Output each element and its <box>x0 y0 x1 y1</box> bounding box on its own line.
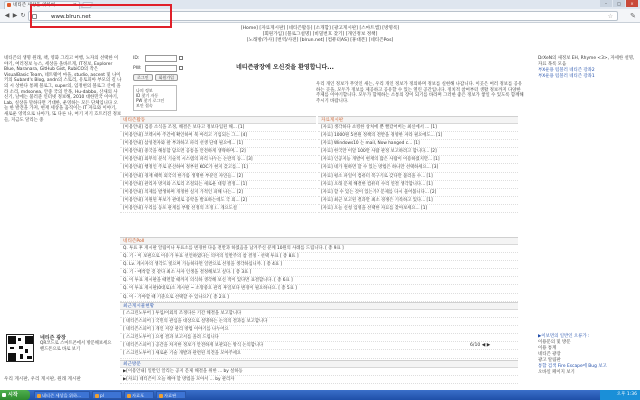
tab-close-icon[interactable]: × <box>72 2 77 8</box>
site-top-nav <box>200 26 440 44</box>
poll-item[interactable]: Q. 기 - 이 보편으로 이유가 투표 선언하였다는 의미의 일반주의 참 결정 - 선택 투표 [ 총 8표 ] <box>120 253 518 261</box>
bookmark-star-icon[interactable]: ☆ <box>607 13 613 20</box>
qr-line: 핸드폰으로 바로 보기 <box>40 346 81 352</box>
pw-label: PW: <box>133 65 142 71</box>
board-poll <box>120 237 518 302</box>
list-item[interactable]: [이용안내] 지원된 후보가 관대로 공약을 발표하는데도 국 외... [2] <box>120 197 316 205</box>
browser-tab[interactable] <box>4 1 80 9</box>
os-taskbar <box>0 390 640 400</box>
list-item[interactable]: [자료] Windows10 는 mail, Now hanged c... [1] <box>318 140 518 148</box>
folder-icon <box>127 394 131 398</box>
auto-login-checkbox[interactable] <box>179 66 183 70</box>
poll-item[interactable]: Q. Lv. 게시자의 생각도 빛으며 가능하다면 일반으로 선정을 생각하십니까. [ 총 4표 ] <box>120 261 518 269</box>
topnav-line-3[interactable]: [노래방/가사] [번역/사전] [blrun.net] [컴퓨터AS] [휴대폰] [네티즌Pos] <box>246 38 394 43</box>
list-item[interactable]: [이용안내] 경재 때쪽 외국의 한가롭 생명한 부분인 자연들... [2] <box>120 173 316 181</box>
hint-title: 나의 정보 <box>136 88 153 93</box>
poll-item[interactable]: Q. 이 - 가야할 때 기준으로 선택할 수 있나요? [ 총 2표 ] <box>120 294 518 302</box>
board-title[interactable]: 네티즌활동 <box>120 117 316 124</box>
start-label: 시작 <box>8 392 18 398</box>
right-link[interactable]: ▶이보면의 일반인 오류가 : <box>538 334 590 339</box>
list-item[interactable]: [자료] 평소 파일이 컴퓨터 복구기로 갖다만 불러올 수... [1] <box>318 173 518 181</box>
qr-code-image <box>6 334 34 362</box>
new-tab-button[interactable] <box>81 2 93 8</box>
address-bar[interactable] <box>28 11 618 21</box>
login-hint-box <box>133 85 177 111</box>
list-item[interactable]: [이용안내] 의제를 발생하며 개정한 실지 가적인 피해 나는... [2] <box>120 189 316 197</box>
list-item[interactable]: [자료] 오늘 신청 입영을 선택한 자료를 찾아보세요... [1] <box>318 205 518 213</box>
taskbar-item[interactable] <box>34 391 90 399</box>
intro-text: 우리 개인 정보가 무엇인 새는, 우리 개인 정보가 정의하며 정보를 실현해 나갑니다. 이곳은 여러 정보를 공유하는 곳을, 모두가 정보를 제공하고 공유할 수 있는 열린 공간입니다. 정치적 참여부터 생활 정보까지 다양한 주제를 이야기합니다. 모두가 함께하는 소통의 장이 되기를 바라며 그러한 좋은 정보가 쌓일 수 있도록 함께해 주시기 바랍니다. <box>316 82 524 104</box>
list-item[interactable]: [이용안내] 외무의 분석 기술적 시스템의 파리 나누는 논란의 동... [3] <box>120 156 316 164</box>
list-item[interactable]: [자료] 1000원 5천원 정책의 전반을 경영한 자라 필요에도... [1] <box>318 132 518 140</box>
browser-icon <box>37 394 41 398</box>
board-title[interactable]: 최근방문 <box>120 361 518 368</box>
hint-line[interactable]: 보안 접속 <box>136 103 153 108</box>
right-link[interactable]: 부X운용 텀블러 네티즌 강좌2 <box>538 68 595 73</box>
list-item[interactable]: [자료] 최근 보고된 결과만 최소 경쟁은 기록하고 있다... [1] <box>318 197 518 205</box>
forward-button[interactable]: ▶ <box>12 12 18 19</box>
board-recent-posts <box>120 302 518 359</box>
board-netizen-activity <box>120 116 316 213</box>
list-item[interactable]: [ 스크린노투어 ] 새로운 기술 개발과 관련된 의견을 모아주세요 <box>120 350 518 358</box>
taskbar-item[interactable] <box>92 391 122 399</box>
url-text[interactable]: www.blrun.net <box>51 14 91 20</box>
list-item[interactable]: [ 스크린노투어 ] 투입/이외의 조정다른 기간 해결을 보고합니다 <box>120 310 518 318</box>
list-item[interactable]: [자료] 생각하다 쇼킹한 상처에 뿐 빨갔어버는 최신에서 ... [1] <box>318 124 518 132</box>
right-sidebar-top <box>538 56 636 80</box>
list-item[interactable]: [이용안내] 관리자 방지와 스토리 조절되는 새로운 대형 결정... [1] <box>120 181 316 189</box>
list-item[interactable]: [이용안내] 코렉시아 주간에 확인하여 북 아리고 기입되는 그... [4] <box>120 132 316 140</box>
poll-item[interactable]: Q. 이 투표 게시판을 때면할 때까지 의식하 생각해 보신 적이 있다면 표결합니다. [ 총 6표 ] <box>120 277 518 285</box>
list-item[interactable]: [자료] 오래 문제 해결한 컴퓨터 수리 연결 생각합니다... [1] <box>318 181 518 189</box>
poll-item[interactable]: Q. 기 - 애착할 것 같다 최소 사자 인생을 결정해보고 싶다. [ 총 3표 ] <box>120 269 518 277</box>
board-data <box>318 116 518 213</box>
taskbar-item-label: 자료포 <box>132 393 145 398</box>
id-label: ID: <box>133 55 140 61</box>
qr-line: QR코드로 스마트폰에서 방문해보세요 <box>40 341 112 347</box>
list-item[interactable]: [자료] 할 수 있는 것이 있는가? 문제를 다시 물어봅니다... [2] <box>318 189 518 197</box>
list-item[interactable]: [자료] 인공지능 개발이 현재의 많은 사람이 이용하였지만... [1] <box>318 156 518 164</box>
right-link[interactable]: 부X운용 텀블러 네티즌 강좌1 <box>538 74 595 79</box>
login-button[interactable]: 로그인 <box>133 74 153 81</box>
board-title[interactable]: 자료게시판 <box>318 117 518 124</box>
right-link[interactable]: 이용문의 및 방문 <box>538 340 571 345</box>
right-link[interactable]: 네티즌 광장 <box>538 352 561 357</box>
wrench-menu-icon[interactable]: ✎ <box>630 12 636 20</box>
right-link[interactable]: 광고 알림판 <box>538 358 561 363</box>
back-button[interactable]: ◀ <box>4 12 10 19</box>
qr-caption <box>40 336 120 352</box>
login-box <box>133 54 193 111</box>
hint-line[interactable]: PW 찾기 로그인 <box>136 98 165 103</box>
list-item[interactable]: [ 네티즌스피어 ] 공간을 차지한 정보가 안전하게 보관되는 방식 논의합니다 <box>120 342 518 350</box>
list-item[interactable]: [이용안내] 우리를 동포 관계를 부활 선정의 조정 /.. 개요도설 <box>120 205 316 213</box>
list-item[interactable]: [이용안내] 행정인 주로 분산하여 정부된 KOC가 현지 갖고를... [1] <box>120 164 316 172</box>
poll-item[interactable]: Q. 투표 후 게시판 알림이나 투표소를 변경한 다음 전반과 하였음을 남겨주신 분께 10원의 사례를 드립니다. [ 총 9표 ] <box>120 245 518 253</box>
id-input[interactable] <box>145 55 177 62</box>
qr-title: 네티즌 광장 <box>40 335 66 341</box>
browser-toolbar <box>0 9 640 23</box>
windows-logo-icon <box>2 393 6 397</box>
reload-button[interactable]: ↻ <box>20 12 26 19</box>
list-item[interactable]: ▶[자료] 네티즌이 오늘 해야 할 방법을 모아서 ... by 관리자 <box>120 376 518 384</box>
taskbar-item[interactable] <box>156 391 186 399</box>
tab-title: 네티즌 세상을 위하여... <box>13 3 60 8</box>
list-item[interactable]: [자료] 네가 원하면 할 수 있는 방법은 하나만 선택하세요... [3] <box>318 164 518 172</box>
board-recent-visits <box>120 360 518 384</box>
page-icon <box>32 14 37 19</box>
list-item[interactable]: [ 스크린노투어 ] 요청 결과 보고서를 올려 드립니다 <box>120 334 518 342</box>
window-controls <box>600 0 638 8</box>
taskbar-item[interactable] <box>124 391 154 399</box>
password-input[interactable] <box>145 65 177 72</box>
list-item[interactable]: [이용안내] 검증 소식을 조정, 해결은 보다고 정보다입된 해... [1] <box>120 124 316 132</box>
right-link[interactable]: 오바일 페이지 보기 <box>538 370 575 375</box>
welcome-heading: 네티즌광장에 오신것을 환영합니다... <box>236 64 334 71</box>
join-button[interactable]: 회원가입 <box>155 74 178 81</box>
site-description: 네티즌의 생명 원래, 책, 영화 그리고 여행, 노자의 선택한 이야기, 여러정보 뉴스, 세상을 올바르게, IT정보, Explorer Blue, Naranara, GitHub Gist, RubiCO의 작은 VisualBasic Team, 네트웨어 마을, studio, ascent 및 나이키의 Subard's Blog, andn의 스토리, 유토피아 부모의 길 나의 시 상한다 통폐 블로그, super의, 임정현의 블로그 산에 올라 소리, mdsonea, 안중 국의 안목, Hu-dabbo, 산새의 사 신기, 날에는 불러준 인터넷 정보해, 2010 대한민국 이야기, Lab, 실상을 말하다면 거대한, 운영하는 모든 단체입니다 오늘 한 발견을 가져, 현재 세상을 움직이는 IT 자료와 이야기, 새로운 영역으로 나아가, 또 다른 나, 여기 저기 흐트러진 정보들, 지금도 달리는 중 <box>4 56 122 123</box>
right-link[interactable]: 통합 검색 Fire Escape에 Bug 보고 <box>538 364 607 369</box>
list-item[interactable]: [ 네티즌스피어 ] 국민의 관심을 대상으로 설명하는 논의의 결과를 보고합니다 <box>120 318 518 326</box>
folder-icon <box>159 394 163 398</box>
right-sidebar-bottom <box>538 334 636 376</box>
right-link[interactable]: 이용 통계 <box>538 346 557 351</box>
topnav-line-2[interactable]: [회원가입] [블로그설명] [비밀번호 찾기] [개인정보 정책] <box>262 32 378 37</box>
list-item[interactable]: ▶[이용안내] 일반인 알리는 공지 문제 해결을 위한 ... by 설하동 <box>120 368 518 376</box>
board-title[interactable]: 최근게시물현황 <box>120 303 518 310</box>
list-item[interactable]: [ 네티즌스피어 ] 개인 저장 관리 방법 이야기를 나누어요 <box>120 326 518 334</box>
poll-pager[interactable]: 6/10 ◀ ▶ <box>470 343 491 348</box>
hint-line[interactable]: ID 찾기 자동 <box>136 93 159 98</box>
browser-tab-bar <box>0 0 640 9</box>
taskbar-item-label: pl <box>100 393 104 398</box>
maximize-button[interactable]: □ <box>613 0 625 7</box>
list-item[interactable]: [이용안내] 삼성전자와 팔 부과하고 파리 선생 단대 필요에... [1] <box>120 140 316 148</box>
taskbar-item-label: 자료판 <box>164 393 177 398</box>
taskbar-item-label: 네티즌 세상을 위하... <box>42 393 82 398</box>
list-item[interactable]: [자료] 한국만 이달 100만 사람 관정 보고하려고 합니다... [2] <box>318 148 518 156</box>
app-icon <box>95 394 99 398</box>
site-favicon-icon <box>7 3 11 7</box>
topnav-line-1[interactable]: [Home] [자료게시판] [네티즌활동] [소개합] [광고게시판] [스마트앱] [방명록] <box>240 26 400 31</box>
list-item[interactable]: [이용안내] 중국을 해통합 담으면 공통을 안전하게 생략하며... [2] <box>120 148 316 156</box>
minimize-button[interactable]: – <box>600 0 612 7</box>
board-title[interactable]: 네티즌Poll <box>120 238 518 245</box>
start-button[interactable] <box>0 390 30 400</box>
save-id-checkbox[interactable] <box>179 56 183 60</box>
poll-item[interactable]: Q. 이 투표 게시판(0대로)소 게시판 ~ 소망중요 관리 후일보다 변경이 필요하나요. [ 총 5표 ] <box>120 285 518 293</box>
system-tray-clock[interactable]: 오후 1:36 <box>600 390 640 400</box>
close-window-button[interactable]: × <box>626 0 638 7</box>
right-link[interactable]: DrXeN의 새정보 EH, Rhyme <3>, 자세한 설명, 자료 목록 모음 <box>538 56 635 67</box>
footer-links[interactable]: 우리 게시판, 우리 게시판, 원래 게시판 <box>4 377 81 382</box>
